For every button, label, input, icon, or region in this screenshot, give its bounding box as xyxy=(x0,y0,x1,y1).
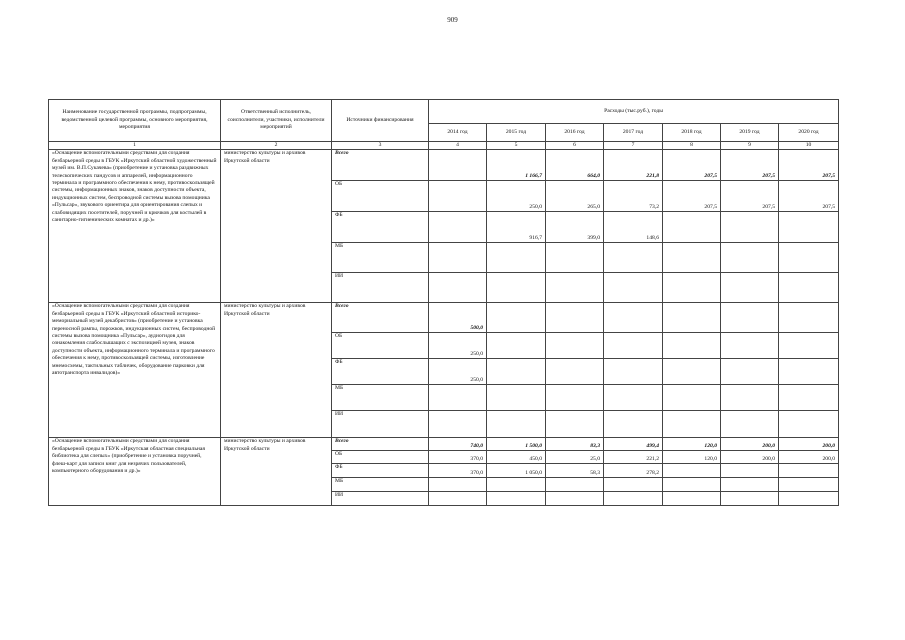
program-name-cell: «Оснащение вспомогательными средствами для создания безбарьерной среды в ГБУК «Иркутский областной художественный музей им. В.П.Сукачева» (приобретение и установка раздвижных телескопических пандусов и аппарелей, информационного терминала и программного обеспечения к нему, противоскользящей системы, информационных знаков, знаков доступности объекта, индукционных систем, беспроводной системы вызова помощника «Пульсар», звукового ориентира для ориентирования слепых и слабовидящих посетителей, поручней и крючков для костылей в санитарно-гигиенических комнатах и др.)» xyxy=(49,150,221,303)
value-cell: 250,0 xyxy=(429,359,487,385)
value-cell xyxy=(721,478,779,492)
value-cell: 740,0 xyxy=(429,438,487,451)
value-cell: 370,0 xyxy=(429,451,487,464)
value-cell: 916,7 xyxy=(487,212,546,243)
header-program: Наименование государственной программы, подпрограммы, ведомственной целевой программы, основного мероприятия, мероприятия xyxy=(49,100,221,142)
value-cell xyxy=(546,411,604,438)
value-cell xyxy=(663,359,721,385)
value-cell xyxy=(779,385,839,411)
value-cell xyxy=(487,492,546,506)
value-cell: 265,0 xyxy=(546,181,604,212)
program-name-cell: «Оснащение вспомогательными средствами для создания безбарьерной среды в ГБУК «Иркутская областная специальная библиотека для слепых» (приобретение и установка поручней, флеш-карт для записи книг для незрячих пользователей, компьютерного оборудования и др.)» xyxy=(49,438,221,506)
value-cell xyxy=(779,464,839,478)
value-cell xyxy=(663,333,721,359)
value-cell xyxy=(663,212,721,243)
value-cell xyxy=(779,478,839,492)
value-cell xyxy=(604,333,663,359)
value-cell: 1 500,0 xyxy=(487,438,546,451)
value-cell xyxy=(546,333,604,359)
value-cell xyxy=(546,303,604,333)
value-cell xyxy=(779,492,839,506)
value-cell xyxy=(487,273,546,303)
value-cell xyxy=(604,303,663,333)
table-row xyxy=(49,303,839,333)
value-cell xyxy=(604,492,663,506)
value-cell xyxy=(663,411,721,438)
executor-cell: министерство культуры и архивов Иркутской области xyxy=(221,438,332,506)
value-cell xyxy=(721,385,779,411)
value-cell: 120,0 xyxy=(663,438,721,451)
value-cell xyxy=(546,478,604,492)
value-cell xyxy=(604,243,663,273)
value-cell xyxy=(487,385,546,411)
value-cell xyxy=(429,150,487,181)
value-cell xyxy=(779,243,839,273)
value-cell xyxy=(779,411,839,438)
value-cell xyxy=(721,464,779,478)
header-year: 2019 год xyxy=(721,124,779,142)
value-cell xyxy=(429,411,487,438)
value-cell xyxy=(779,212,839,243)
value-cell: 207,5 xyxy=(721,150,779,181)
value-cell xyxy=(779,333,839,359)
value-cell xyxy=(604,385,663,411)
value-cell xyxy=(604,478,663,492)
value-cell xyxy=(721,333,779,359)
value-cell xyxy=(779,273,839,303)
source-cell: МБ xyxy=(332,243,429,273)
value-cell xyxy=(663,478,721,492)
value-cell: 200,0 xyxy=(779,451,839,464)
column-number: 10 xyxy=(779,142,839,150)
value-cell: 221,2 xyxy=(604,451,663,464)
source-cell: Всего xyxy=(332,150,429,181)
column-number: 4 xyxy=(429,142,487,150)
source-cell: ИИ xyxy=(332,411,429,438)
header-year: 2018 год xyxy=(663,124,721,142)
source-cell: ФБ xyxy=(332,212,429,243)
value-cell xyxy=(429,478,487,492)
source-cell: ИИ xyxy=(332,273,429,303)
source-cell: ОБ xyxy=(332,181,429,212)
value-cell: 120,0 xyxy=(663,451,721,464)
value-cell xyxy=(721,243,779,273)
value-cell: 1 050,0 xyxy=(487,464,546,478)
value-cell xyxy=(604,273,663,303)
value-cell xyxy=(546,359,604,385)
value-cell xyxy=(663,243,721,273)
value-cell xyxy=(429,243,487,273)
value-cell xyxy=(546,243,604,273)
column-number: 7 xyxy=(604,142,663,150)
value-cell: 207,5 xyxy=(663,181,721,212)
value-cell xyxy=(487,359,546,385)
value-cell xyxy=(721,273,779,303)
value-cell xyxy=(663,464,721,478)
value-cell: 399,0 xyxy=(546,212,604,243)
value-cell xyxy=(487,478,546,492)
value-cell xyxy=(721,359,779,385)
source-cell: ФБ xyxy=(332,359,429,385)
value-cell xyxy=(663,273,721,303)
column-number: 6 xyxy=(546,142,604,150)
source-cell: ФБ xyxy=(332,464,429,478)
header-year: 2020 год xyxy=(779,124,839,142)
source-cell: МБ xyxy=(332,478,429,492)
value-cell: 250,0 xyxy=(429,333,487,359)
table-row xyxy=(49,150,839,181)
value-cell: 73,2 xyxy=(604,181,663,212)
value-cell xyxy=(721,303,779,333)
value-cell xyxy=(779,359,839,385)
column-number: 9 xyxy=(721,142,779,150)
value-cell xyxy=(663,385,721,411)
header-source: Источники финансирования xyxy=(332,100,429,142)
executor-cell: министерство культуры и архивов Иркутской области xyxy=(221,150,332,303)
value-cell: 207,5 xyxy=(663,150,721,181)
column-number: 1 xyxy=(49,142,221,150)
source-cell: МБ xyxy=(332,385,429,411)
header-executor: Ответственный исполнитель, соисполнители, участники, исполнители мероприятий xyxy=(221,100,332,142)
value-cell xyxy=(429,385,487,411)
value-cell: 200,0 xyxy=(721,438,779,451)
value-cell xyxy=(429,181,487,212)
value-cell: 207,5 xyxy=(779,150,839,181)
value-cell xyxy=(546,492,604,506)
page-number: 909 xyxy=(447,16,458,24)
value-cell: 148,6 xyxy=(604,212,663,243)
value-cell xyxy=(721,492,779,506)
header-expenses: Расходы (тыс.руб.), годы xyxy=(429,100,839,124)
header-year: 2016 год xyxy=(546,124,604,142)
value-cell xyxy=(487,243,546,273)
source-cell: Всего xyxy=(332,438,429,451)
column-number: 3 xyxy=(332,142,429,150)
value-cell xyxy=(721,212,779,243)
expenses-table xyxy=(48,99,839,506)
column-number: 8 xyxy=(663,142,721,150)
value-cell: 250,0 xyxy=(487,181,546,212)
value-cell: 58,3 xyxy=(546,464,604,478)
value-cell: 83,3 xyxy=(546,438,604,451)
value-cell xyxy=(429,492,487,506)
source-cell: ОБ xyxy=(332,451,429,464)
value-cell xyxy=(487,411,546,438)
value-cell: 370,0 xyxy=(429,464,487,478)
value-cell xyxy=(779,303,839,333)
value-cell xyxy=(546,385,604,411)
value-cell xyxy=(663,303,721,333)
source-cell: ОБ xyxy=(332,333,429,359)
source-cell: Всего xyxy=(332,303,429,333)
value-cell: 25,0 xyxy=(546,451,604,464)
value-cell xyxy=(604,411,663,438)
value-cell: 450,0 xyxy=(487,451,546,464)
value-cell xyxy=(487,303,546,333)
value-cell: 207,5 xyxy=(779,181,839,212)
value-cell xyxy=(721,411,779,438)
value-cell: 221,8 xyxy=(604,150,663,181)
value-cell xyxy=(487,333,546,359)
value-cell: 499,4 xyxy=(604,438,663,451)
value-cell xyxy=(663,492,721,506)
value-cell xyxy=(429,273,487,303)
value-cell: 1 166,7 xyxy=(487,150,546,181)
column-number: 5 xyxy=(487,142,546,150)
source-cell: ИИ xyxy=(332,492,429,506)
program-name-cell: «Оснащение вспомогательными средствами для создания безбарьерной среды в ГБУК «Иркутский областной историко-мемориальный музей декабристов» (приобретение и установка переносной рампы, порожков, индукционных систем, беспроводной системы вызова помощника «Пульсар», аудиогидов для ознакомления слабослышащих с экспозицией музея, знаков доступности объекта, информационного терминала и программного обеспечения к нему, противоскользящей системы, изготовление мнемосхемы, тактильных табличек, оборудование парковки для автотранспорта инвалидов)» xyxy=(49,303,221,438)
value-cell xyxy=(604,359,663,385)
table-row xyxy=(49,438,839,451)
value-cell: 200,0 xyxy=(779,438,839,451)
value-cell xyxy=(429,212,487,243)
value-cell xyxy=(546,273,604,303)
value-cell: 500,0 xyxy=(429,303,487,333)
value-cell: 278,2 xyxy=(604,464,663,478)
value-cell: 207,5 xyxy=(721,181,779,212)
header-year: 2015 год xyxy=(487,124,546,142)
header-year: 2014 год xyxy=(429,124,487,142)
column-number: 2 xyxy=(221,142,332,150)
executor-cell: министерство культуры и архивов Иркутской области xyxy=(221,303,332,438)
value-cell: 664,0 xyxy=(546,150,604,181)
header-year: 2017 год xyxy=(604,124,663,142)
table-body xyxy=(49,150,839,506)
value-cell: 200,0 xyxy=(721,451,779,464)
